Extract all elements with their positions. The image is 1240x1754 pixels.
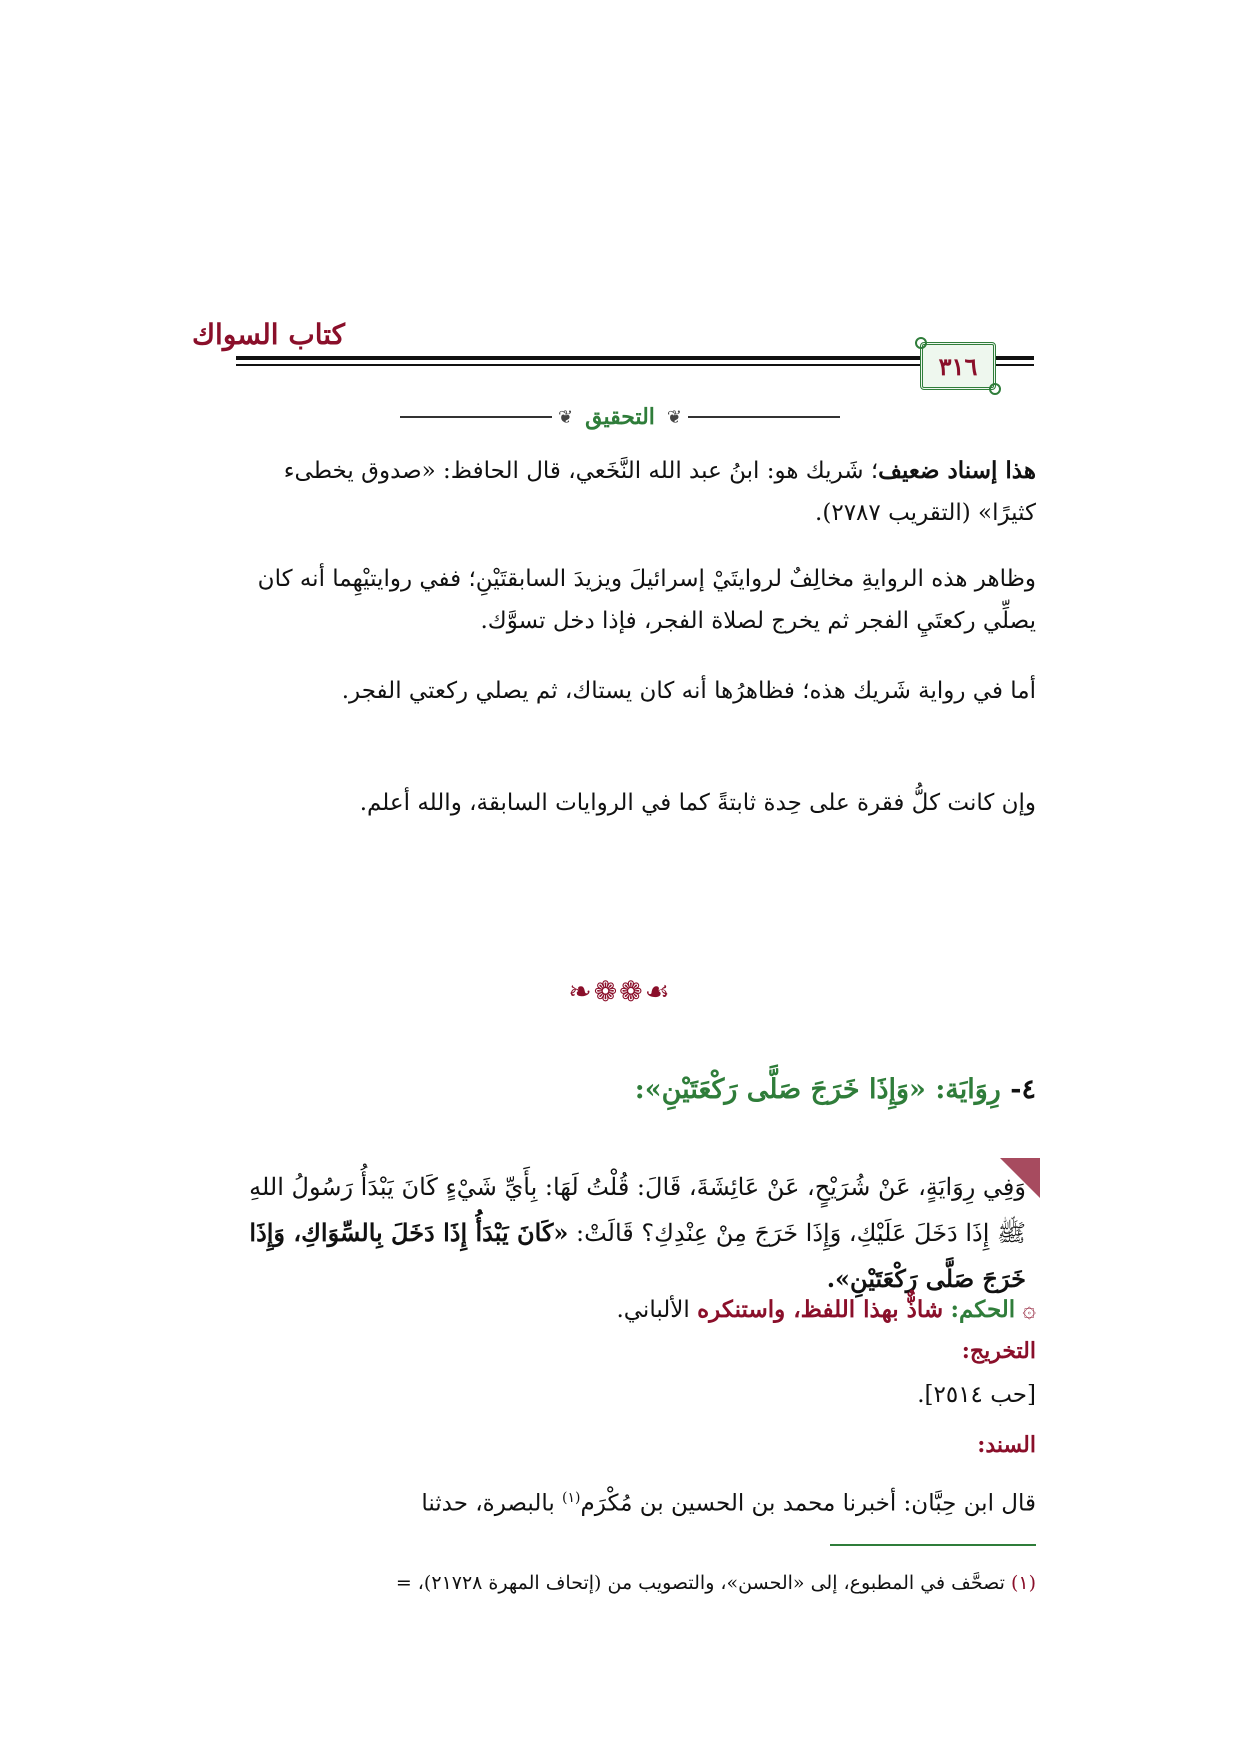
- takhrij-reference: [حب ٢٥١٤].: [917, 1382, 1036, 1408]
- paragraph: أما في رواية شَريك هذه؛ فظاهرُها أنه كان يستاك، ثم يصلي ركعتي الفجر.: [341, 678, 1036, 704]
- ornament-icon: ❦: [666, 406, 682, 428]
- hukm-line: [236, 1290, 1036, 1330]
- page-number-box: [920, 342, 996, 390]
- page-number: ٣١٦: [938, 351, 978, 381]
- riwaya-number: ٤-: [1010, 1074, 1036, 1105]
- footnote-text: تصحَّف في المطبوع، إلى «الحسن»، والتصويب من (إتحاف المهرة ٢١٧٢٨)، =: [395, 1572, 1005, 1594]
- riwaya-heading: [236, 1074, 1036, 1105]
- section-label: التحقيق: [585, 404, 655, 430]
- riwaya-title: رِوَايَة: «وَإِذَا خَرَجَ صَلَّى رَكْعَتَيْنِ»:: [634, 1074, 1001, 1105]
- ornament-icon: ❦: [558, 406, 574, 428]
- hukm-verdict: شاذٌّ بهذا اللفظ، واستنكره: [697, 1296, 944, 1323]
- section-heading: [400, 402, 840, 432]
- footnote-marker: (١): [562, 1490, 581, 1506]
- sanad-text: [236, 1478, 1036, 1524]
- paragraph: [236, 450, 1036, 534]
- hadith-matn: «كَانَ يَبْدَأُ إِذَا دَخَلَ بِالسِّوَاكِ، وَإِذَا خَرَجَ صَلَّى رَكْعَتَيْنِ».: [249, 1218, 1026, 1293]
- header-rule-thin: [236, 364, 1034, 366]
- footnote: [236, 1572, 1036, 1594]
- footnote-rule: [830, 1544, 1036, 1546]
- section-rule-left: [400, 416, 552, 418]
- hadith-text: [236, 1164, 1026, 1302]
- footnote-number: (١): [1010, 1572, 1036, 1594]
- book-title: كتاب السواك: [191, 318, 345, 351]
- paragraph: وظاهر هذه الروايةِ مخالِفٌ لروايتَيْ إسرائيلَ ويزيدَ السابقتَيْنِ؛ ففي روايتيْهِما أنه كان يصلِّي ركعتَيِ الفجر ثم يخرج لصلاة الفجر، فإذا دخل تسوَّك.: [257, 566, 1036, 634]
- sanad-text-end: بالبصرة، حدثنا: [421, 1490, 563, 1517]
- hadith-body: وَفِي رِوَايَةٍ، عَنْ شُرَيْحٍ، عَنْ عَائِشَةَ، قَالَ: قُلْتُ لَهَا: بِأَيِّ شَيْءٍ كَانَ يَبْدَأُ رَسُولُ اللهِ ﷺ إِذَا دَخَلَ عَلَيْكِ، وَإِذَا خَرَجَ مِنْ عِنْدِكِ؟ قَالَتْ:: [249, 1173, 1026, 1247]
- hukm-label: الحكم:: [950, 1296, 1016, 1323]
- divider-ornament: ❧❁❁☙: [568, 975, 672, 1008]
- takhrij-heading: التخريج:: [961, 1338, 1036, 1364]
- hukm-icon: ۞: [1022, 1297, 1036, 1323]
- hukm-rest: الألباني.: [616, 1297, 690, 1323]
- sanad-heading: السند:: [977, 1432, 1036, 1458]
- paragraph: وإن كانت كلُّ فقرة على حِدة ثابتةً كما في الروايات السابقة، والله أعلم.: [359, 790, 1036, 816]
- header-rule-thick: [236, 356, 1034, 360]
- section-rule-right: [688, 416, 840, 418]
- isnad-verdict: هذا إسناد ضعيف: [878, 457, 1036, 484]
- paragraph-text: ؛ شَريك هو: ابنُ عبد الله النَّخَعي، قال الحافظ: «صدوق يخطىء كثيرًا» (التقريب ٢٧٨٧).: [283, 458, 1036, 526]
- sanad-text-start: قال ابن حِبَّان: أخبرنا محمد بن الحسين بن مُكْرَم: [580, 1490, 1036, 1517]
